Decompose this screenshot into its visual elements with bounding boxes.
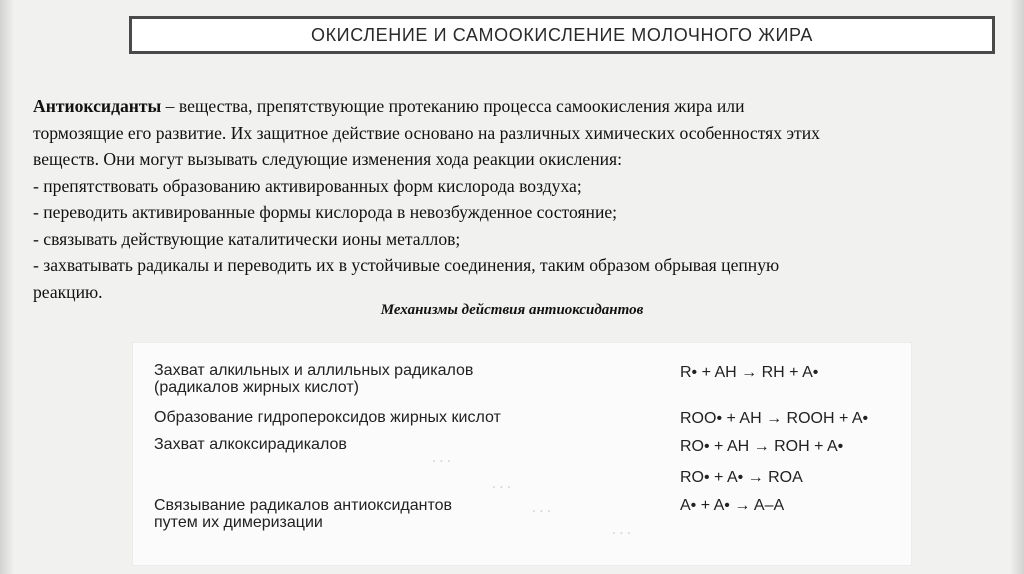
mechanism-label xyxy=(154,436,347,453)
scan-bleed-through: . . . xyxy=(432,450,451,466)
mechanism-formula: RO• + A• → ROA xyxy=(680,469,803,486)
mechanism-label xyxy=(154,497,452,531)
slide-title-box xyxy=(129,16,995,54)
mechanism-label-line: Захват алкильных и аллильных радикалов xyxy=(154,362,474,379)
intro-line-1 xyxy=(33,93,993,120)
bullet-item: - препятствовать образованию активированных форм кислорода воздуха; xyxy=(33,175,582,196)
mechanism-formula: R• + AH → RH + A• xyxy=(680,364,819,381)
mechanism-label xyxy=(154,362,473,396)
mechanism-label-line: (радикалов жирных кислот) xyxy=(154,379,359,396)
mechanism-label-line: Захват алкоксирадикалов xyxy=(154,436,347,453)
scan-bleed-through: . . . xyxy=(612,522,631,538)
mechanism-label xyxy=(154,409,501,426)
slide-left-edge xyxy=(0,0,14,574)
scan-bleed-through: . . . xyxy=(532,500,551,516)
mechanism-label-line: Связывание радикалов антиоксидантов xyxy=(154,497,453,514)
intro-paragraph xyxy=(33,93,993,305)
mechanism-label-line: путем их димеризации xyxy=(154,514,323,531)
mechanism-label-line: Образование гидропероксидов жирных кислот xyxy=(154,409,501,426)
mechanism-formula: RO• + AH → ROH + A• xyxy=(680,438,844,455)
mechanisms-caption: Механизмы действия антиоксидантов xyxy=(380,302,644,318)
slide-title: ОКИСЛЕНИЕ И САМООКИСЛЕНИЕ МОЛОЧНОГО ЖИРА xyxy=(310,24,814,45)
scan-bleed-through: . . . xyxy=(492,476,511,492)
intro-line-1-text: – вещества, препятствующие протеканию процесса самоокисления жира или xyxy=(161,96,745,116)
bullet-item: - переводить активированные формы кислорода в невозбужденное состояние; xyxy=(33,202,618,222)
bullet-item: - связывать действующие каталитически ионы металлов; xyxy=(33,228,461,249)
intro-term: Антиоксиданты xyxy=(33,96,162,116)
intro-line-2: тормозящие его развитие. Их защитное действие основано на различных химических особенностях этих xyxy=(33,122,820,143)
bullet-item: - захватывать радикалы и переводить их в устойчивые соединения, таким образом обрывая цепную xyxy=(33,255,780,275)
intro-line-3: веществ. Они могут вызывать следующие изменения хода реакции окисления: xyxy=(33,149,623,169)
mechanisms-scan-image xyxy=(132,342,912,566)
slide-right-edge xyxy=(1010,0,1024,574)
intro-last-line: реакцию. xyxy=(33,281,103,302)
mechanism-formula: A• + A• → A–A xyxy=(680,497,785,514)
mechanism-formula: ROO• + AH → ROOH + A• xyxy=(680,410,869,427)
